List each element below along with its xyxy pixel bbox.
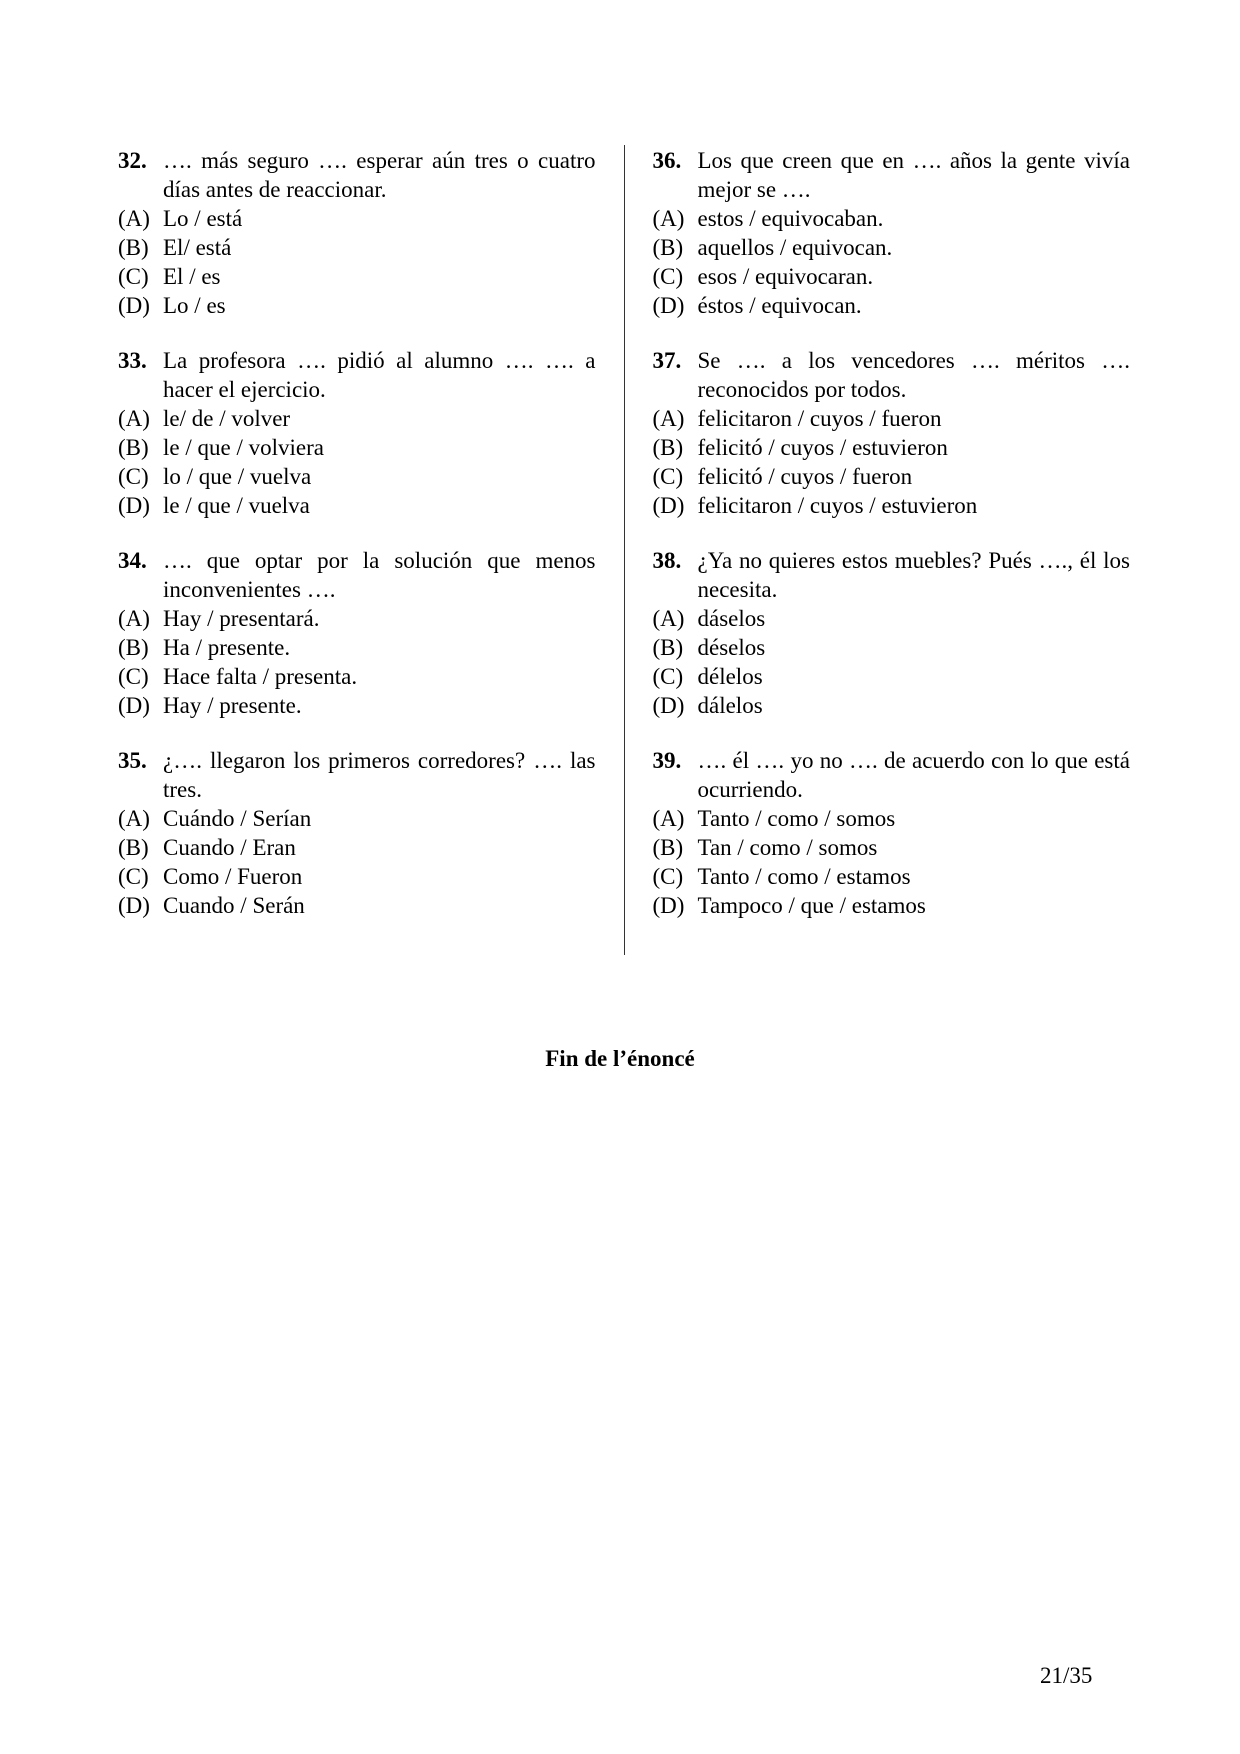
option-text: felicitaron / cuyos / estuvieron <box>697 493 978 518</box>
option-text: dáselos <box>697 606 766 631</box>
question-39 <box>653 746 1131 920</box>
option-text: Hay / presentará. <box>163 606 320 631</box>
option-letter: (B) <box>652 235 684 260</box>
question-number: 38. <box>652 548 682 573</box>
question-text: ¿Ya no quieres estos muebles? Pués …., él los necesita. <box>697 548 1130 602</box>
option-c <box>653 262 1131 291</box>
option-text: dálelos <box>697 693 763 718</box>
option-letter: (D) <box>118 893 150 918</box>
question-columns <box>118 146 1130 955</box>
option-text: Como / Fueron <box>163 864 303 889</box>
option-text: le/ de / volver <box>163 406 291 431</box>
option-text: le / que / volviera <box>163 435 324 460</box>
option-b <box>118 433 596 462</box>
option-letter: (C) <box>118 264 149 289</box>
option-letter: (B) <box>118 235 149 260</box>
option-d <box>653 491 1131 520</box>
option-text: Tanto / como / somos <box>697 806 896 831</box>
option-c <box>118 862 596 891</box>
option-text: Hace falta / presenta. <box>163 664 358 689</box>
option-d <box>653 891 1131 920</box>
option-letter: (C) <box>118 664 149 689</box>
option-text: esos / equivocaran. <box>697 264 874 289</box>
option-text: éstos / equivocan. <box>697 293 862 318</box>
option-text: Ha / presente. <box>163 635 291 660</box>
option-b <box>118 233 596 262</box>
option-text: felicitó / cuyos / estuvieron <box>697 435 948 460</box>
option-letter: (D) <box>652 293 685 318</box>
question-32 <box>118 146 596 320</box>
option-letter: (A) <box>652 206 685 231</box>
question-number: 34. <box>118 548 147 573</box>
right-column <box>653 146 1131 946</box>
page-number: 21/35 <box>1040 1663 1093 1688</box>
question-number: 32. <box>118 148 147 173</box>
question-number: 33. <box>118 348 147 373</box>
option-letter: (A) <box>118 206 150 231</box>
option-text: Tampoco / que / estamos <box>697 893 926 918</box>
option-letter: (C) <box>118 864 149 889</box>
option-a <box>118 404 596 433</box>
left-column <box>118 146 596 946</box>
option-text: estos / equivocaban. <box>697 206 884 231</box>
option-text: Cuando / Serán <box>163 893 305 918</box>
option-text: Tanto / como / estamos <box>697 864 911 889</box>
option-letter: (C) <box>652 864 684 889</box>
question-number: 35. <box>118 748 147 773</box>
option-b <box>653 233 1131 262</box>
question-text: …. más seguro …. esperar aún tres o cuatro días antes de reaccionar. <box>163 148 596 202</box>
option-letter: (B) <box>652 835 684 860</box>
option-d <box>118 891 596 920</box>
option-text: felicitaron / cuyos / fueron <box>697 406 942 431</box>
option-b <box>653 433 1131 462</box>
option-letter: (C) <box>652 464 684 489</box>
option-letter: (A) <box>118 806 150 831</box>
option-letter: (A) <box>652 406 685 431</box>
option-b <box>118 633 596 662</box>
end-of-statement-title: Fin de l’énoncé <box>545 1046 695 1071</box>
option-text: le / que / vuelva <box>163 493 310 518</box>
option-letter: (D) <box>118 293 150 318</box>
column-divider <box>624 145 625 955</box>
option-c <box>653 462 1131 491</box>
option-letter: (A) <box>118 406 150 431</box>
option-letter: (C) <box>652 664 684 689</box>
option-c <box>653 662 1131 691</box>
option-c <box>118 462 596 491</box>
option-a <box>653 804 1131 833</box>
option-c <box>118 262 596 291</box>
option-b <box>653 833 1131 862</box>
question-number: 37. <box>652 348 682 373</box>
option-a <box>118 204 596 233</box>
option-text: felicitó / cuyos / fueron <box>697 464 913 489</box>
option-text: El / es <box>163 264 221 289</box>
question-36 <box>653 146 1131 320</box>
option-text: aquellos / equivocan. <box>697 235 893 260</box>
question-text: …. que optar por la solución que menos inconvenientes …. <box>163 548 596 602</box>
option-letter: (D) <box>118 693 150 718</box>
option-letter: (B) <box>118 835 149 860</box>
option-text: délelos <box>697 664 763 689</box>
option-text: Tan / como / somos <box>697 835 878 860</box>
option-text: El/ está <box>163 235 232 260</box>
question-number: 39. <box>652 748 682 773</box>
option-b <box>653 633 1131 662</box>
option-a <box>653 404 1131 433</box>
option-d <box>653 291 1131 320</box>
option-letter: (B) <box>652 635 684 660</box>
option-a <box>118 804 596 833</box>
option-letter: (A) <box>652 806 685 831</box>
option-text: déselos <box>697 635 766 660</box>
option-b <box>118 833 596 862</box>
question-text: …. él …. yo no …. de acuerdo con lo que está ocurriendo. <box>697 748 1130 802</box>
option-letter: (A) <box>652 606 685 631</box>
option-a <box>118 604 596 633</box>
option-letter: (D) <box>118 493 150 518</box>
option-letter: (C) <box>652 264 684 289</box>
option-letter: (B) <box>652 435 684 460</box>
option-text: Cuándo / Serían <box>163 806 312 831</box>
question-number: 36. <box>652 148 682 173</box>
option-text: Lo / está <box>163 206 243 231</box>
option-c <box>653 862 1131 891</box>
option-letter: (B) <box>118 635 149 660</box>
question-33 <box>118 346 596 520</box>
option-text: Lo / es <box>163 293 226 318</box>
option-letter: (D) <box>652 693 685 718</box>
option-a <box>653 604 1131 633</box>
option-d <box>118 491 596 520</box>
option-letter: (C) <box>118 464 149 489</box>
question-34 <box>118 546 596 720</box>
option-c <box>118 662 596 691</box>
question-38 <box>653 546 1131 720</box>
option-text: lo / que / vuelva <box>163 464 312 489</box>
question-35 <box>118 746 596 920</box>
option-d <box>653 691 1131 720</box>
question-37 <box>653 346 1131 520</box>
question-text: Se …. a los vencedores …. méritos …. reconocidos por todos. <box>697 348 1130 402</box>
option-text: Hay / presente. <box>163 693 302 718</box>
option-text: Cuando / Eran <box>163 835 296 860</box>
question-text: Los que creen que en …. años la gente vivía mejor se …. <box>697 148 1130 202</box>
option-letter: (A) <box>118 606 150 631</box>
option-letter: (D) <box>652 493 685 518</box>
question-text: La profesora …. pidió al alumno …. …. a hacer el ejercicio. <box>163 348 596 402</box>
option-letter: (B) <box>118 435 149 460</box>
option-a <box>653 204 1131 233</box>
question-text: ¿…. llegaron los primeros corredores? …. las tres. <box>163 748 596 802</box>
option-letter: (D) <box>652 893 685 918</box>
option-d <box>118 691 596 720</box>
option-d <box>118 291 596 320</box>
